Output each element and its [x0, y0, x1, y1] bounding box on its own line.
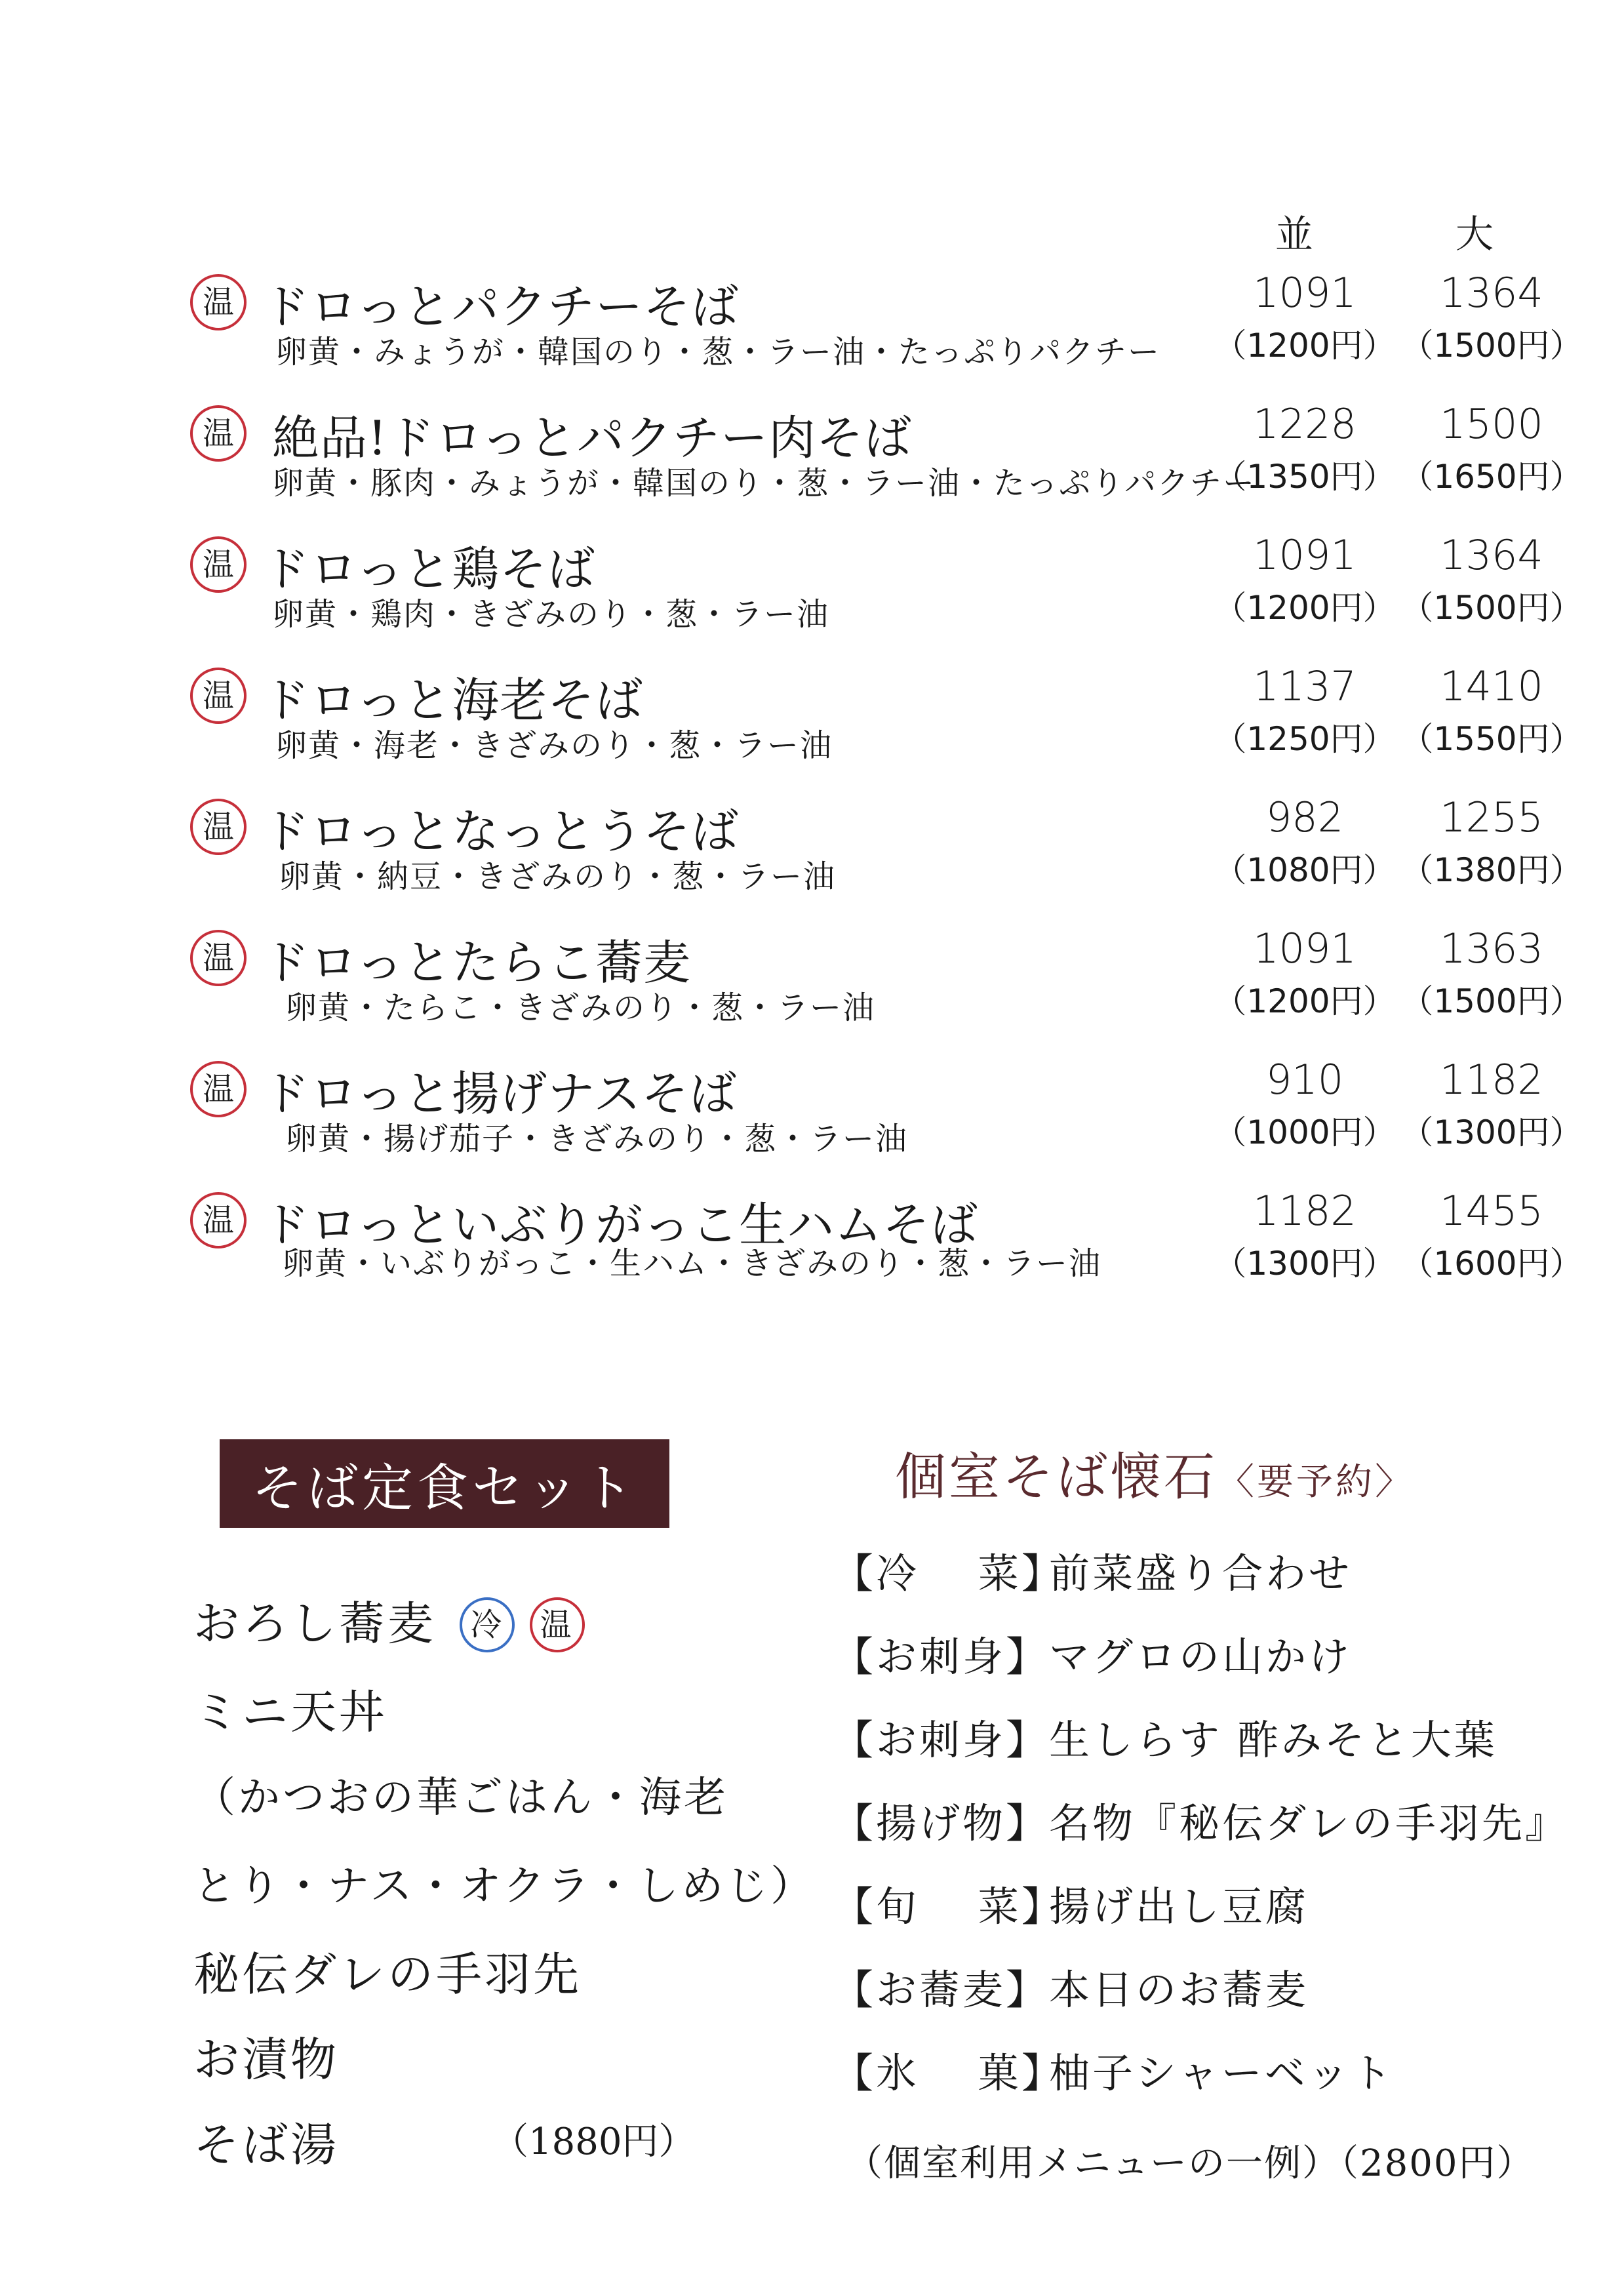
- kaiseki-title: [895, 1436, 1414, 1509]
- set-meal-line-soba: [193, 1587, 581, 1655]
- price-regular-value: 1091: [1253, 925, 1357, 972]
- item-description: 卵黄・海老・きざみのり・葱・ラー油: [275, 727, 833, 764]
- item-name: ドロっとなっとうそば: [262, 804, 740, 859]
- course-category: 【お蕎麦】: [833, 1966, 1050, 2014]
- course-category: 【旬 菜】: [833, 1883, 1065, 1930]
- price-large-value: 1455: [1440, 1187, 1543, 1235]
- item-name: ドロっとたらこ蕎麦: [262, 935, 692, 990]
- item-description: 卵黄・たらこ・きざみのり・葱・ラー油: [285, 989, 876, 1026]
- item-description: 卵黄・納豆・きざみのり・葱・ラー油: [279, 858, 837, 895]
- hot-badge: 温: [190, 1192, 247, 1248]
- item-description: 卵黄・いぶりがっこ・生ハム・きざみのり・葱・ラー油: [282, 1245, 1102, 1282]
- price-large-incl: （1650円）: [1400, 458, 1583, 496]
- price-large: [1400, 793, 1583, 891]
- menu-item: [190, 1056, 1583, 1180]
- course-dish: 前菜盛り合わせ: [1049, 1549, 1353, 1597]
- course-dish: 柚子シャーベット: [1049, 2049, 1395, 2097]
- item-name: ドロっと揚げナスそば: [262, 1066, 738, 1121]
- hot-badge: 温: [190, 930, 247, 986]
- kaiseki-subtitle: 〈要予約〉: [1218, 1461, 1415, 1504]
- price-regular: [1213, 400, 1396, 498]
- course-dish: 生しらす 酢みそと大葉: [1049, 1716, 1497, 1764]
- set-meal-line-tendon-detail-1: （かつおの華ごはん・海老: [193, 1774, 728, 1822]
- price-large-value: 1364: [1440, 531, 1543, 579]
- hot-badge: 温: [190, 536, 247, 593]
- price-large: [1400, 400, 1583, 498]
- price-regular-value: 982: [1265, 793, 1344, 841]
- price-large-incl: （1550円）: [1400, 720, 1583, 758]
- kaiseki-course: [833, 2041, 1395, 2099]
- price-large-incl: （1380円）: [1400, 851, 1583, 889]
- price-large: [1400, 531, 1583, 629]
- price-large-incl: （1500円）: [1400, 589, 1583, 627]
- price-regular: [1213, 1187, 1396, 1285]
- item-description: 卵黄・鶏肉・きざみのり・葱・ラー油: [272, 596, 830, 633]
- price-regular-incl: （1080円）: [1214, 851, 1396, 889]
- set-meal-title: そば定食セット: [220, 1439, 669, 1528]
- set-meal-line-tendon: ミニ天丼: [193, 1685, 387, 1739]
- price-regular-value: 1182: [1253, 1187, 1357, 1235]
- hot-badge: 温: [190, 799, 247, 855]
- price-regular-value: 1091: [1253, 269, 1357, 317]
- kaiseki-title-text: 個室そば懐石: [895, 1448, 1218, 1507]
- cold-badge: 冷: [460, 1597, 515, 1652]
- kaiseki-course: [833, 1541, 1352, 1599]
- course-dish: 名物『秘伝ダレの手羽先』: [1049, 1799, 1569, 1847]
- price-large: [1400, 269, 1583, 367]
- price-large-value: 1363: [1440, 925, 1543, 972]
- course-category: 【氷 菓】: [833, 2049, 1065, 2097]
- hot-badge: 温: [190, 668, 247, 724]
- course-dish: 本日のお蕎麦: [1049, 1966, 1309, 2014]
- menu-item: [190, 662, 1583, 787]
- item-description: 卵黄・豚肉・みょうが・韓国のり・葱・ラー油・たっぷりパクチー: [272, 465, 1256, 502]
- item-name: ドロっと海老そば: [262, 673, 644, 728]
- price-regular: [1213, 1056, 1396, 1153]
- price-regular-value: 910: [1265, 1056, 1344, 1104]
- hot-badge: 温: [190, 1061, 247, 1117]
- price-large: [1400, 925, 1583, 1022]
- item-name: ドロっといぶりがっこ生ハムそば: [262, 1197, 979, 1252]
- item-name: ドロっと鶏そば: [262, 542, 596, 597]
- menu-item: [190, 269, 1583, 393]
- hot-badge: 温: [530, 1597, 585, 1652]
- price-regular-incl: （1200円）: [1214, 982, 1396, 1020]
- price-large-value: 1255: [1440, 793, 1543, 841]
- menu-item: [190, 793, 1583, 918]
- price-large-value: 1500: [1440, 400, 1543, 448]
- kaiseki-course: [833, 1791, 1568, 1849]
- price-regular-value: 1091: [1253, 531, 1357, 579]
- kaiseki-course: [833, 1707, 1497, 1766]
- course-category: 【揚げ物】: [833, 1799, 1050, 1847]
- course-dish: 揚げ出し豆腐: [1049, 1883, 1309, 1930]
- kaiseki-course: [833, 1624, 1352, 1683]
- price-large: [1400, 1187, 1583, 1285]
- price-regular-value: 1228: [1253, 400, 1357, 448]
- price-regular: [1213, 793, 1396, 891]
- menu-item: [190, 1187, 1583, 1311]
- price-regular-incl: （1350円）: [1214, 458, 1396, 496]
- set-meal-line-sobayu: そば湯: [193, 2118, 339, 2172]
- price-regular-incl: （1000円）: [1214, 1113, 1396, 1151]
- price-large-incl: （1500円）: [1400, 982, 1583, 1020]
- set-meal-line-tendon-detail-2: とり・ナス・オクラ・しめじ）: [193, 1862, 816, 1911]
- price-large-value: 1182: [1440, 1056, 1543, 1104]
- price-large: [1400, 1056, 1583, 1153]
- kaiseki-course: [833, 1957, 1309, 2016]
- kaiseki-note: （個室利用メニューの一例）（2800円）: [846, 2142, 1535, 2185]
- course-dish: マグロの山かけ: [1049, 1633, 1353, 1681]
- set-meal-line-tebasaki: 秘伝ダレの手羽先: [193, 1947, 582, 2001]
- menu-item: [190, 400, 1583, 525]
- set-meal-soba-label: おろし蕎麦: [193, 1597, 436, 1650]
- price-regular: [1213, 662, 1396, 760]
- price-regular-incl: （1250円）: [1214, 720, 1396, 758]
- menu-item: [190, 925, 1583, 1049]
- set-meal-price: （1880円）: [492, 2121, 696, 2163]
- column-header-large: 大: [1456, 212, 1494, 256]
- price-large-incl: （1300円）: [1400, 1113, 1583, 1151]
- course-category: 【お刺身】: [833, 1633, 1050, 1681]
- set-meal-line-pickles: お漬物: [193, 2033, 339, 2086]
- column-header-regular: 並: [1275, 212, 1314, 256]
- kaiseki-course: [833, 1874, 1309, 1932]
- menu-item: [190, 531, 1583, 656]
- item-description: 卵黄・揚げ茄子・きざみのり・葱・ラー油: [285, 1121, 909, 1157]
- price-regular: [1213, 925, 1396, 1022]
- hot-badge: 温: [190, 274, 247, 330]
- price-regular-value: 1137: [1253, 662, 1357, 710]
- item-name: 絶品!ドロっとパクチー肉そば: [272, 410, 913, 466]
- item-name: ドロっとパクチーそば: [262, 279, 740, 334]
- price-regular-incl: （1200円）: [1214, 327, 1396, 365]
- price-large: [1400, 662, 1583, 760]
- price-large-value: 1364: [1440, 269, 1543, 317]
- course-category: 【お刺身】: [833, 1716, 1050, 1764]
- course-category: 【冷 菜】: [833, 1549, 1065, 1597]
- price-large-incl: （1600円）: [1400, 1245, 1583, 1283]
- price-regular: [1213, 531, 1396, 629]
- price-large-value: 1410: [1440, 662, 1543, 710]
- price-large-incl: （1500円）: [1400, 327, 1583, 365]
- hot-badge: 温: [190, 405, 247, 462]
- price-regular-incl: （1300円）: [1214, 1245, 1396, 1283]
- price-regular: [1213, 269, 1396, 367]
- item-description: 卵黄・みょうが・韓国のり・葱・ラー油・たっぷりパクチー: [275, 334, 1161, 370]
- price-regular-incl: （1200円）: [1214, 589, 1396, 627]
